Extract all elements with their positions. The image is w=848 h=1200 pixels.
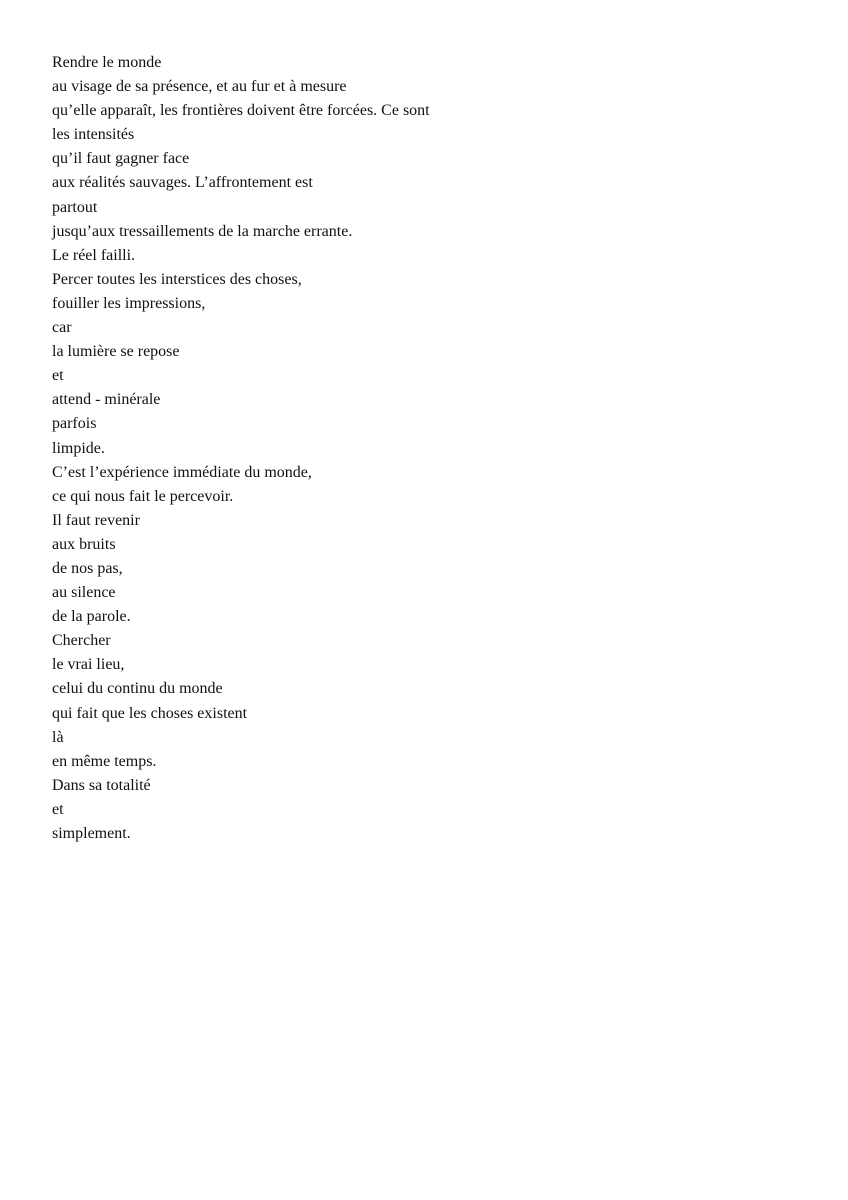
poem-line: celui du continu du monde (52, 680, 223, 698)
poem-line: là (52, 728, 64, 746)
poem-line: jusqu’aux tressaillements de la marche errante. (52, 222, 353, 240)
poem-line: car (52, 319, 72, 337)
poem-line: au silence (52, 584, 116, 602)
poem-line: Chercher (52, 632, 111, 650)
poem-line: les intensités (52, 126, 135, 144)
poem-line: et (52, 367, 64, 385)
poem-line: attend - minérale (52, 391, 161, 409)
poem-line: Il faut revenir (52, 511, 140, 529)
poem-line: C’est l’expérience immédiate du monde, (52, 463, 312, 481)
poem-line: simplement. (52, 825, 131, 842)
poem-line: Rendre le monde (52, 54, 162, 71)
poem-line: en même temps. (52, 752, 157, 770)
poem-line: et (52, 800, 64, 818)
poem-line: aux bruits (52, 535, 116, 553)
poem-line: Percer toutes les interstices des choses, (52, 270, 302, 288)
poem-line: au visage de sa présence, et au fur et à mesure (52, 78, 347, 96)
poem-line: de nos pas, (52, 559, 123, 577)
poem-line: partout (52, 198, 98, 216)
poem-text (52, 51, 430, 846)
poem-line: de la parole. (52, 608, 131, 626)
poem-line: aux réalités sauvages. L’affrontement est (52, 174, 313, 192)
poem-line: qu’il faut gagner face (52, 150, 190, 168)
poem-line: Dans sa totalité (52, 776, 151, 794)
poem-line: Le réel failli. (52, 246, 136, 264)
poem-line: le vrai lieu, (52, 656, 125, 674)
poem-line: limpide. (52, 439, 105, 457)
poem-line: fouiller les impressions, (52, 294, 206, 312)
poem-line: qui fait que les choses existent (52, 704, 248, 722)
poem-line: ce qui nous fait le percevoir. (52, 487, 234, 505)
poem-line: parfois (52, 415, 97, 433)
poem-line: qu’elle apparaît, les frontières doivent être forcées. Ce sont (52, 102, 430, 120)
poem-line: la lumière se repose (52, 343, 180, 361)
